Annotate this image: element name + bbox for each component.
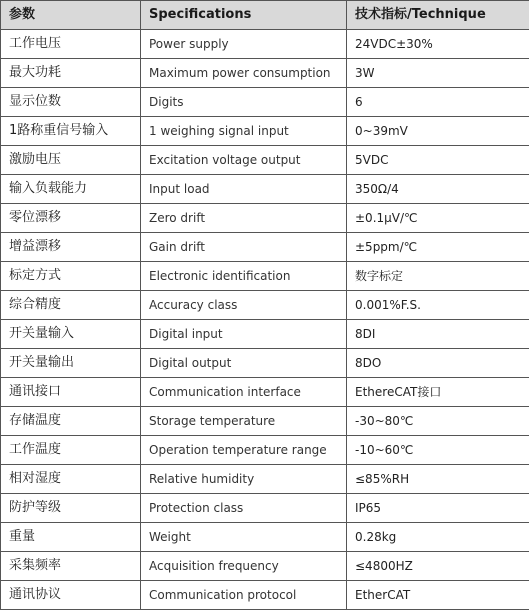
cell-value: 0.001%F.S. [347,291,529,320]
cell-param: 最大功耗 [1,59,141,88]
cell-spec: Zero drift [141,204,347,233]
cell-value: EtherCAT [347,581,529,610]
cell-param: 开关量输出 [1,349,141,378]
cell-spec: Acquisition frequency [141,552,347,581]
cell-param: 存储温度 [1,407,141,436]
table-row [1,436,529,465]
cell-spec: Digits [141,88,347,117]
cell-param: 零位漂移 [1,204,141,233]
table-row [1,407,529,436]
table-row [1,146,529,175]
table-row [1,88,529,117]
cell-param: 激励电压 [1,146,141,175]
cell-value: ±0.1μV/℃ [347,204,529,233]
cell-spec: Power supply [141,30,347,59]
table-body [1,30,529,610]
cell-spec: Weight [141,523,347,552]
cell-spec: Electronic identification [141,262,347,291]
cell-value: ±5ppm/℃ [347,233,529,262]
header-row [1,1,529,30]
table-row [1,494,529,523]
cell-param: 相对湿度 [1,465,141,494]
table-row [1,262,529,291]
cell-value: 3W [347,59,529,88]
table-row [1,465,529,494]
cell-param: 工作电压 [1,30,141,59]
cell-param: 采集频率 [1,552,141,581]
cell-value: ≤85%RH [347,465,529,494]
cell-param: 1路称重信号输入 [1,117,141,146]
cell-value: 6 [347,88,529,117]
table-row [1,552,529,581]
cell-value: 0.28kg [347,523,529,552]
cell-spec: Maximum power consumption [141,59,347,88]
table-row [1,30,529,59]
cell-spec: Relative humidity [141,465,347,494]
cell-param: 工作温度 [1,436,141,465]
cell-value: -30~80℃ [347,407,529,436]
cell-value: -10~60℃ [347,436,529,465]
cell-spec: Protection class [141,494,347,523]
cell-value: 8DO [347,349,529,378]
cell-spec: Gain drift [141,233,347,262]
header-param: 参数 [1,1,141,30]
cell-param: 通讯接口 [1,378,141,407]
table-row [1,378,529,407]
cell-spec: Digital input [141,320,347,349]
cell-param: 通讯协议 [1,581,141,610]
cell-value: 0~39mV [347,117,529,146]
table-row [1,320,529,349]
cell-param: 显示位数 [1,88,141,117]
cell-spec: Communication interface [141,378,347,407]
cell-value: 数字标定 [347,262,529,291]
cell-spec: 1 weighing signal input [141,117,347,146]
cell-param: 开关量输入 [1,320,141,349]
table-header [1,1,529,30]
cell-spec: Digital output [141,349,347,378]
cell-value: 5VDC [347,146,529,175]
cell-param: 标定方式 [1,262,141,291]
cell-value: ≤4800HZ [347,552,529,581]
table-row [1,117,529,146]
cell-param: 重量 [1,523,141,552]
cell-spec: Excitation voltage output [141,146,347,175]
header-value: 技术指标/Technique [347,1,529,30]
table-row [1,233,529,262]
cell-param: 增益漂移 [1,233,141,262]
cell-value: 8DI [347,320,529,349]
cell-spec: Operation temperature range [141,436,347,465]
table-row [1,204,529,233]
cell-value: 24VDC±30% [347,30,529,59]
cell-spec: Storage temperature [141,407,347,436]
table-row [1,59,529,88]
cell-spec: Accuracy class [141,291,347,320]
cell-param: 综合精度 [1,291,141,320]
table-row [1,349,529,378]
cell-spec: Communication protocol [141,581,347,610]
cell-value: EthereCAT接口 [347,378,529,407]
table-row [1,523,529,552]
cell-param: 防护等级 [1,494,141,523]
cell-value: 350Ω/4 [347,175,529,204]
table-row [1,581,529,610]
table-row [1,175,529,204]
cell-param: 输入负载能力 [1,175,141,204]
cell-spec: Input load [141,175,347,204]
header-spec: Specifications [141,1,347,30]
cell-value: IP65 [347,494,529,523]
table-row [1,291,529,320]
